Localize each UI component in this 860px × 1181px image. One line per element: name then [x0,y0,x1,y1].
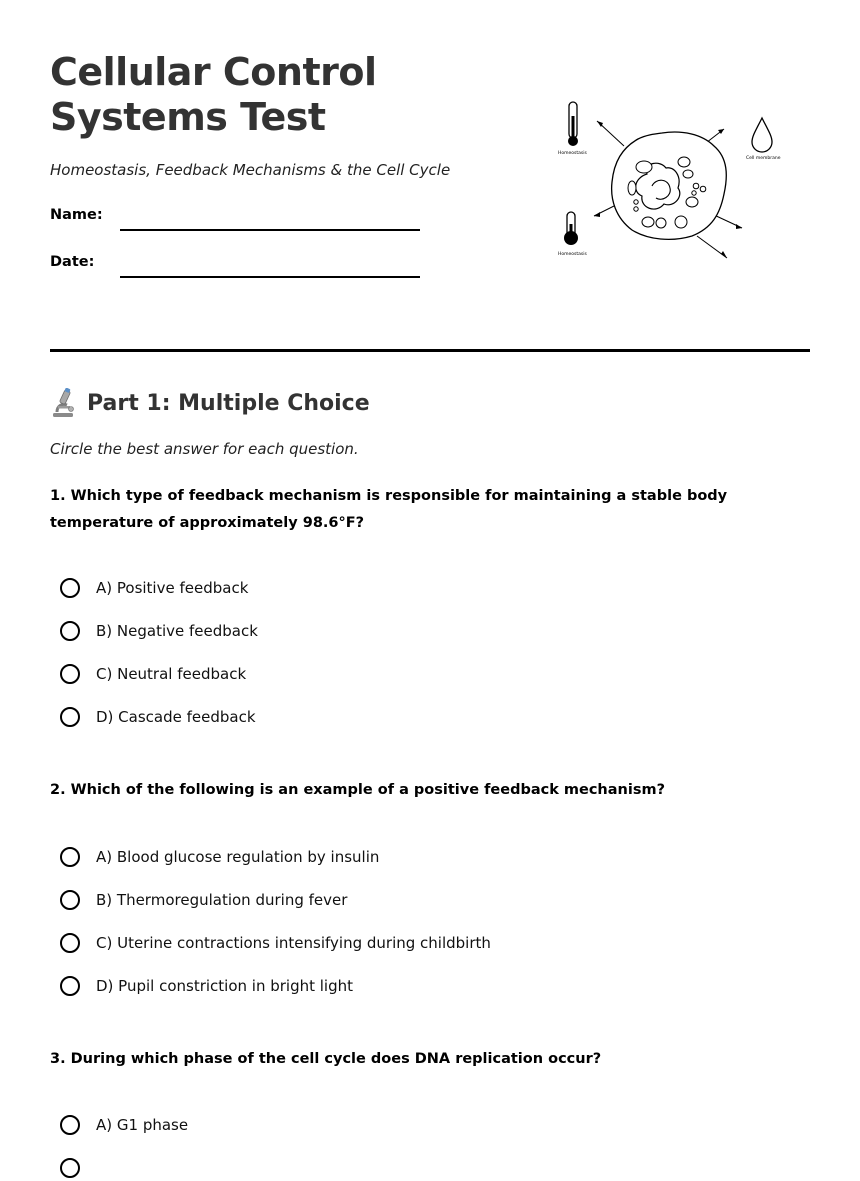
answer-circle[interactable] [60,664,80,684]
thermometer-icon [568,102,578,146]
answer-circle[interactable] [60,707,80,727]
question-3: 3. During which phase of the cell cycle does DNA replication occur? [50,1051,602,1067]
question-2-option-b[interactable] [60,887,347,913]
question-1-option-d[interactable] [60,704,256,730]
answer-circle[interactable] [60,890,80,910]
name-label: Name: [50,207,103,223]
cell-diagram [552,96,792,266]
option-label: C) Neutral feedback [96,665,247,683]
question-1-option-c[interactable] [60,661,246,687]
answer-circle[interactable] [60,1115,80,1135]
header-divider [50,349,810,352]
answer-circle[interactable] [60,847,80,867]
answer-circle[interactable] [60,976,80,996]
microscope-icon [50,388,78,418]
question-2-option-a[interactable] [60,844,379,870]
option-label: C) Uterine contractions intensifying during childbirth [96,934,491,952]
answer-circle[interactable] [60,1158,80,1178]
part1-heading-text: Part 1: Multiple Choice [87,390,370,416]
part1-heading [50,388,370,418]
option-label: A) Blood glucose regulation by insulin [96,848,380,866]
answer-circle[interactable] [60,933,80,953]
question-1-option-a[interactable] [60,575,248,601]
answer-circle[interactable] [60,621,80,641]
question-2: 2. Which of the following is an example of a positive feedback mechanism? [50,782,665,798]
option-label: A) G1 phase [96,1116,189,1134]
name-field-line[interactable] [120,229,420,231]
option-label: A) Positive feedback [96,579,249,597]
label-top-left: Homeostasis [558,151,587,156]
option-label: D) Cascade feedback [96,708,256,726]
water-drop-icon [752,118,772,152]
question-1: 1. Which type of feedback mechanism is responsible for maintaining a stable body temperature of approximately 98.6°F? [50,488,728,531]
option-label: D) Pupil constriction in bright light [96,977,354,995]
question-3-option-a[interactable] [60,1112,188,1138]
date-label: Date: [50,254,95,270]
label-bottom-left: Homeostasis [558,252,587,257]
answer-circle[interactable] [60,578,80,598]
question-3-option-b-partial[interactable] [60,1155,96,1181]
question-2-option-c[interactable] [60,930,491,956]
page-title: Cellular Control Systems Test [50,50,377,139]
date-field-line[interactable] [120,276,420,278]
label-top-right: Cell membrane [746,156,781,161]
cell-icon [612,132,727,239]
page-subtitle: Homeostasis, Feedback Mechanisms & the Cell Cycle [50,161,451,179]
cell-illustration [552,96,792,266]
option-label: B) Negative feedback [96,622,258,640]
option-label: B) Thermoregulation during fever [96,891,348,909]
thermometer-icon [564,212,578,245]
part1-instructions: Circle the best answer for each question. [50,440,359,458]
question-1-option-b[interactable] [60,618,258,644]
question-2-option-d[interactable] [60,973,353,999]
